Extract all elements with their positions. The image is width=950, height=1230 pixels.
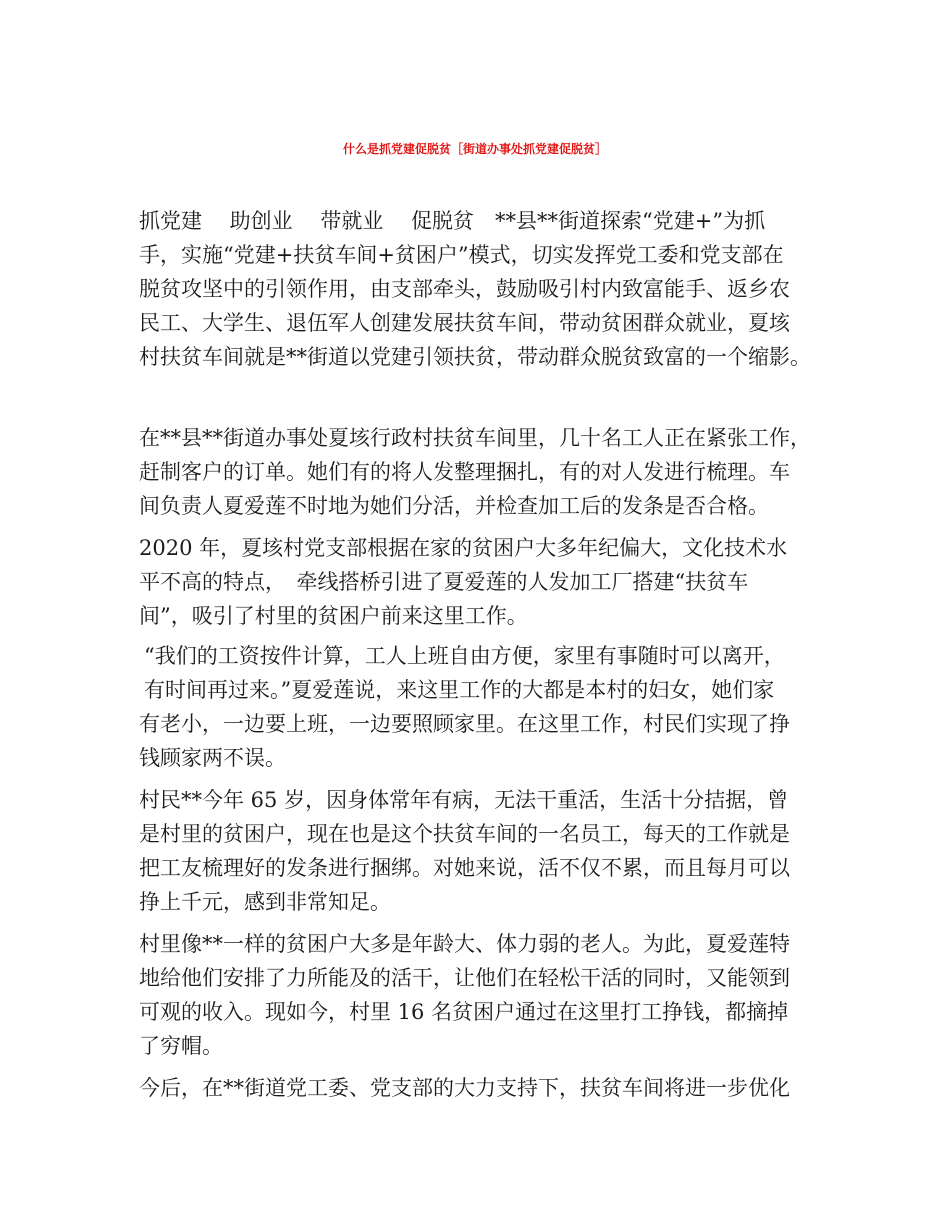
paragraph-line: 民工、大学生、退伍军人创建发展扶贫车间，带动贫困群众就业，夏垓	[139, 311, 790, 335]
paragraph-line: 了穷帽。	[139, 1034, 223, 1058]
paragraph-line: 间负责人夏爱莲不时地为她们分活，并检查加工后的发条是否合格。	[139, 494, 769, 518]
paragraph-line: 脱贫攻坚中的引领作用，由支部牵头，鼓励吸引村内致富能手、返乡农	[139, 277, 790, 301]
paragraph-line: 有时间再过来。”夏爱莲说，来这里工作的大都是本村的妇女，她们家	[144, 678, 775, 702]
paragraph-line: 平不高的特点， 牵线搭桥引进了夏爱莲的人发加工厂搭建“扶贫车	[139, 570, 749, 594]
paragraph-line: 抓党建 助创业 带就业 促脱贫 **县**街道探索“党建+”为抓	[139, 209, 766, 233]
paragraph-line: “我们的工资按件计算，工人上班自由方便，家里有事随时可以离开，	[144, 644, 785, 668]
paragraph-line: 钱顾家两不误。	[139, 746, 286, 770]
document-title: 什么是抓党建促脱贫［街道办事处抓党建促脱贫］	[342, 142, 607, 156]
paragraph-line: 村扶贫车间就是**街道以党建引领扶贫，带动群众脱贫致富的一个缩影。	[139, 345, 811, 369]
paragraph-line: 挣上千元，感到非常知足。	[139, 890, 391, 914]
paragraph-line: 村民**今年 65 岁，因身体常年有病，无法干重活，生活十分拮据，曾	[139, 788, 789, 812]
paragraph-line: 是村里的贫困户，现在也是这个扶贫车间的一名员工，每天的工作就是	[139, 822, 790, 846]
paragraph-line: 可观的收入。现如今，村里 16 名贫困户通过在这里打工挣钱，都摘掉	[139, 1000, 789, 1024]
paragraph-line: 村里像**一样的贫困户大多是年龄大、体力弱的老人。为此，夏爱莲特	[139, 932, 790, 956]
paragraph-line: 有老小，一边要上班，一边要照顾家里。在这里工作，村民们实现了挣	[139, 712, 790, 736]
paragraph-line: 赶制客户的订单。她们有的将人发整理捆扎，有的对人发进行梳理。车	[139, 460, 790, 484]
paragraph-line: 2020 年，夏垓村党支部根据在家的贫困户大多年纪偏大，文化技术水	[139, 536, 788, 560]
paragraph-line: 手，实施“党建+扶贫车间+贫困户”模式，切实发挥党工委和党支部在	[139, 243, 784, 267]
paragraph-line: 今后，在**街道党工委、党支部的大力支持下，扶贫车间将进一步优化	[139, 1076, 790, 1100]
paragraph-line: 把工友梳理好的发条进行捆绑。对她来说，活不仅不累，而且每月可以	[139, 856, 790, 880]
paragraph-line: 间”，吸引了村里的贫困户前来这里工作。	[139, 604, 528, 628]
paragraph-line: 地给他们安排了力所能及的活干，让他们在轻松干活的同时，又能领到	[139, 966, 790, 990]
paragraph-line: 在**县**街道办事处夏垓行政村扶贫车间里，几十名工人正在紧张工作，	[139, 426, 811, 450]
